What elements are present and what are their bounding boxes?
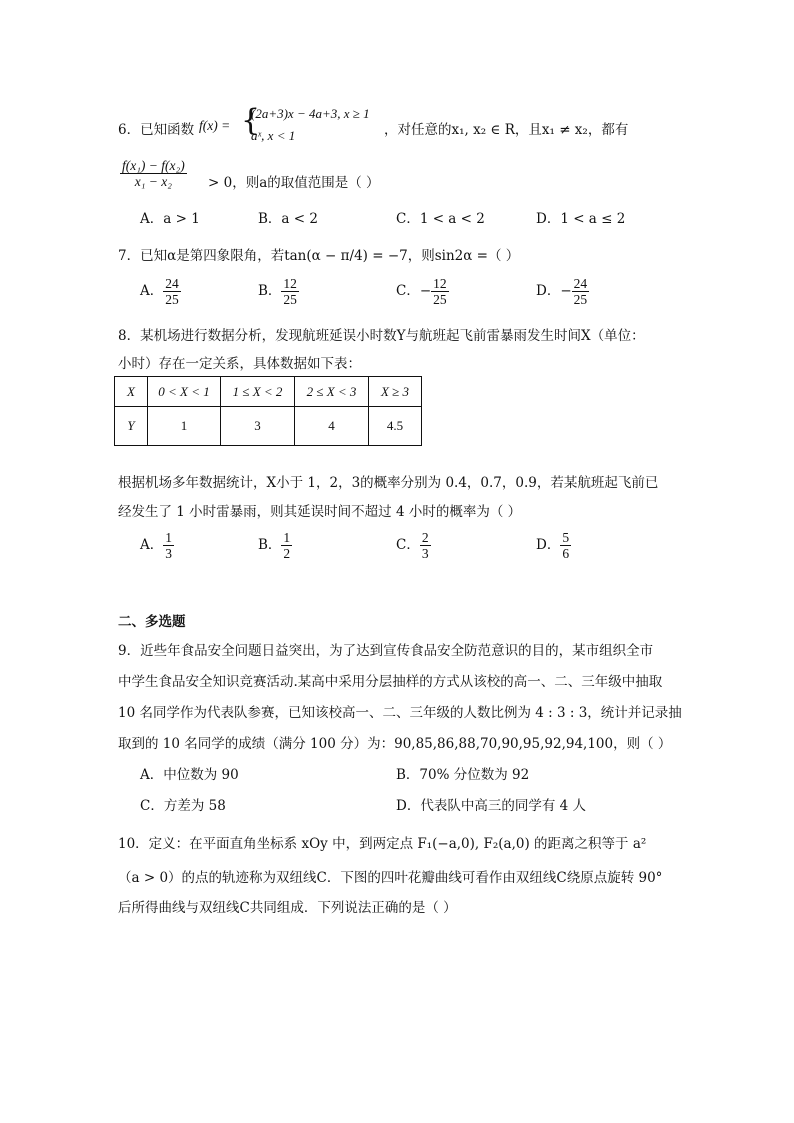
q6-frac-den: x₁ − x₂ xyxy=(134,174,172,189)
table-cell: 1 ≤ X < 2 xyxy=(221,377,295,407)
table-cell: 4 xyxy=(295,407,369,446)
table-cell: X xyxy=(115,377,148,407)
q8-data-table xyxy=(114,376,422,446)
q9-line2: 中学生食品安全知识竞赛活动.某高中采用分层抽样的方式从该校的高一、二、三年级中抽取 xyxy=(118,674,663,690)
q6-line2-suffix: > 0，则a的取值范围是（ ） xyxy=(208,175,380,191)
q9-option-a: A．中位数为 90 xyxy=(140,767,239,783)
q10-line3: 后所得曲线与双纽线C共同组成．下列说法正确的是（ ） xyxy=(118,900,457,916)
table-cell: 0 < X < 1 xyxy=(148,377,221,407)
q8-option-c: C． $\frac{2}{3}$ xyxy=(396,530,429,561)
q7-stem: 7．已知α是第四象限角，若tan(α − π/4) = −7，则sin2α =（ ） xyxy=(118,248,520,264)
q6-prefix: 6．已知函数 xyxy=(118,122,195,138)
q8-line4: 经发生了 1 小时雷暴雨，则其延误时间不超过 4 小时的概率为（ ） xyxy=(118,504,522,520)
table-cell: 4.5 xyxy=(369,407,422,446)
q9-option-b: B．70% 分位数为 92 xyxy=(396,767,530,783)
table-cell: Y xyxy=(115,407,148,446)
q9-line4: 取到的 10 名同学的成绩（满分 100 分）为：90,85,86,88,70,90,95,92,94,100，则（ ） xyxy=(118,736,672,752)
q6-suffix: ，对任意的x₁, x₂ ∈ R，且x₁ ≠ x₂，都有 xyxy=(384,122,629,138)
section-heading: 二、多选题 xyxy=(118,614,186,630)
table-cell: 1 xyxy=(148,407,221,446)
q7-option-c: C．− $\frac{12}{25}$ xyxy=(396,276,447,307)
q7-option-b: B． $\frac{12}{25}$ xyxy=(258,276,297,307)
q7-option-a: A． $\frac{24}{25}$ xyxy=(140,276,179,307)
q6-case1: (2a+3)x − 4a+3, x ≥ 1 xyxy=(251,106,370,121)
table-row xyxy=(115,407,422,446)
q6-fraction xyxy=(120,158,187,189)
table-row xyxy=(115,377,422,407)
q10-line1: 10．定义：在平面直角坐标系 xOy 中，到两定点 F₁(−a,0), F₂(a,0) 的距离之积等于 a² xyxy=(118,836,647,852)
q8-option-d: D． $\frac{5}{6}$ xyxy=(536,530,570,561)
q8-line1: 8．某机场进行数据分析，发现航班延误小时数Y与航班起飞前雷暴雨发生时间X（单位： xyxy=(118,328,645,344)
q6-case2: aˣ, x < 1 xyxy=(251,128,296,143)
q8-line3: 根据机场多年数据统计，X小于 1，2，3的概率分别为 0.4，0.7，0.9，若某航班起飞前已 xyxy=(118,475,659,491)
q7-option-d: D．− $\frac{24}{25}$ xyxy=(536,276,588,307)
q6-option-a: A．a > 1 xyxy=(140,211,200,227)
table-cell: 2 ≤ X < 3 xyxy=(295,377,369,407)
q6-option-c: C．1 < a < 2 xyxy=(396,211,485,227)
q6-brace: { xyxy=(241,103,261,138)
q9-line3: 10 名同学作为代表队参赛，已知该校高一、二、三年级的人数比例为 4 : 3 : 3，统计并记录抽 xyxy=(118,705,682,721)
table-cell: X ≥ 3 xyxy=(369,377,422,407)
q6-frac-num: f(x₁) − f(x₂) xyxy=(122,158,185,173)
q8-option-a: A． $\frac{1}{3}$ xyxy=(140,530,172,561)
q9-option-c: C．方差为 58 xyxy=(140,798,226,814)
q6-option-d: D．1 < a ≤ 2 xyxy=(536,211,626,227)
q8-line2: 小时）存在一定关系，具体数据如下表： xyxy=(118,356,361,372)
q6-option-b: B．a < 2 xyxy=(258,211,318,227)
q9-line1: 9．近些年食品安全问题日益突出，为了达到宣传食品安全防范意识的目的，某市组织全市 xyxy=(118,643,654,659)
q8-option-b: B． $\frac{1}{2}$ xyxy=(258,530,291,561)
q10-line2: （a > 0）的点的轨迹称为双纽线C．下图的四叶花瓣曲线可看作由双纽线C绕原点旋转 90° xyxy=(118,870,663,886)
table-cell: 3 xyxy=(221,407,295,446)
q9-option-d: D．代表队中高三的同学有 4 人 xyxy=(396,798,586,814)
q6-function-name: f(x) = xyxy=(199,118,231,133)
